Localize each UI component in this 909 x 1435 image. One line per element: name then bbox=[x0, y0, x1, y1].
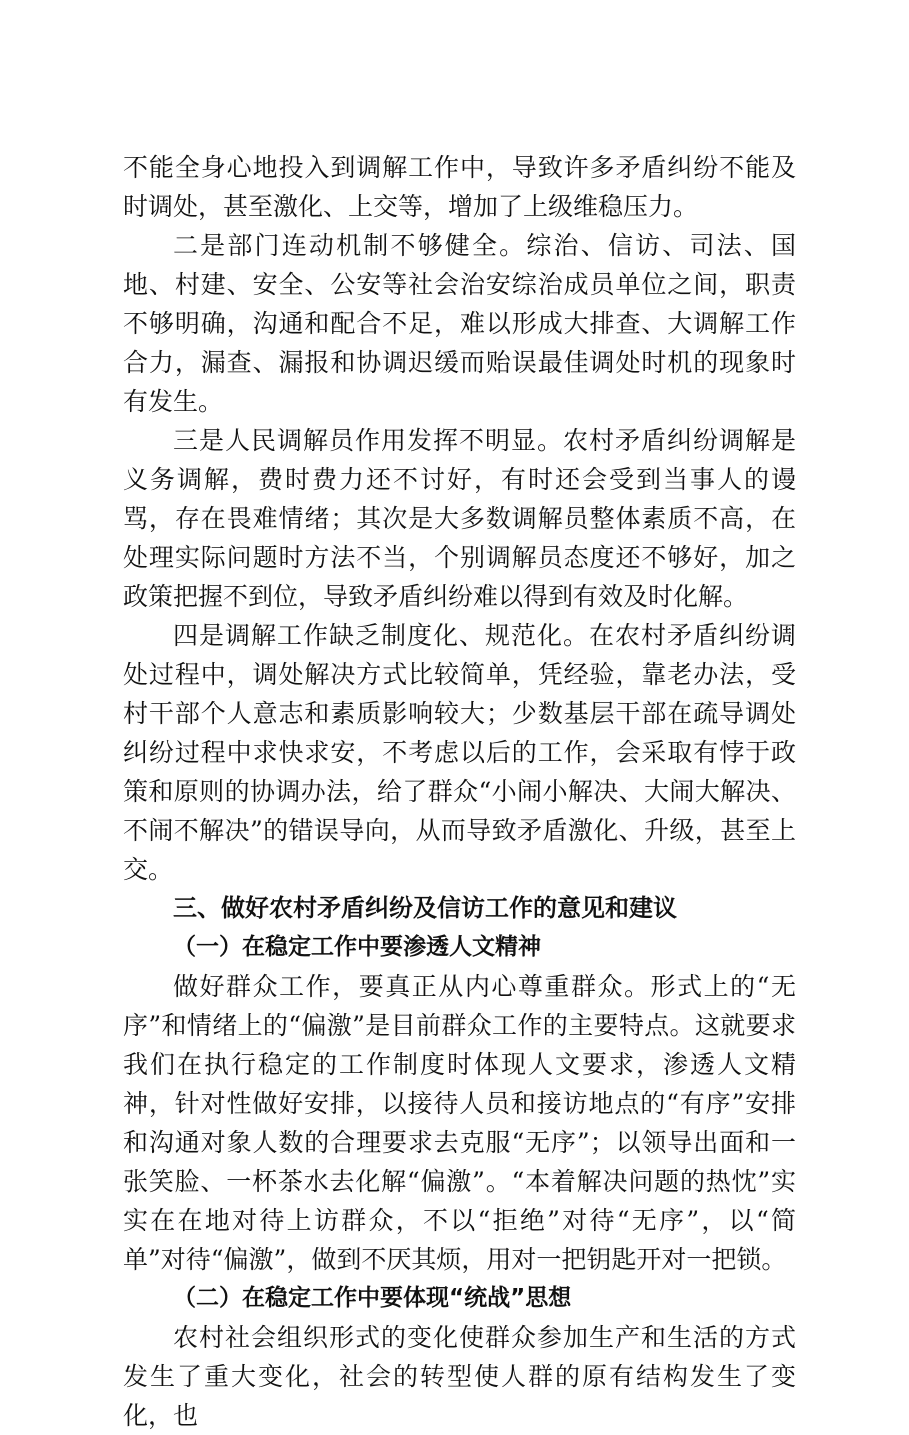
paragraph-continued: 不能全身心地投入到调解工作中，导致许多矛盾纠纷不能及时调处，甚至激化、上交等，增加了上级维稳压力。 bbox=[123, 153, 796, 221]
paragraph-point-four: 四是调解工作缺乏制度化、规范化。在农村矛盾纠纷调处过程中，调处解决方式比较简单，凭经验，靠老办法，受村干部个人意志和素质影响较大；少数基层干部在疏导调处纠纷过程中求快求安，不考虑以后的工作，会采取有悖于政策和原则的协调办法，给了群众“小闹小解决、大闹大解决、不闹不解决”的错误导向，从而导致矛盾激化、升级，甚至上交。 bbox=[123, 621, 796, 884]
paragraph-point-two: 二是部门连动机制不够健全。综治、信访、司法、国地、村建、安全、公安等社会治安综治成员单位之间，职责不够明确，沟通和配合不足，难以形成大排查、大调解工作合力，漏查、漏报和协调迟缓而贻误最佳调处时机的现象时有发生。 bbox=[123, 231, 796, 416]
subheading-two: （二）在稳定工作中要体现“统战”思想 bbox=[173, 1285, 572, 1311]
document-body bbox=[123, 148, 796, 1435]
subheading-one: （一）在稳定工作中要渗透人文精神 bbox=[173, 934, 541, 960]
paragraph-subsection-one: 做好群众工作，要真正从内心尊重群众。形式上的“无序”和情绪上的“偏激”是目前群众工作的主要特点。这就要求我们在执行稳定的工作制度时体现人文要求，渗透人文精神，针对性做好安排，以接待人员和接访地点的“有序”安排和沟通对象人数的合理要求去克服“无序”；以领导出面和一张笑脸、一杯茶水去化解“偏激”。“本着解决问题的热忱”实实在在地对待上访群众，不以“拒绝”对待“无序”，以“简单”对待“偏激”，做到不厌其烦，用对一把钥匙开对一把锁。 bbox=[123, 972, 796, 1274]
paragraph-subsection-two: 农村社会组织形式的变化使群众参加生产和生活的方式发生了重大变化，社会的转型使人群的原有结构发生了变化，也 bbox=[123, 1323, 796, 1430]
section-heading-three: 三、做好农村矛盾纠纷及信访工作的意见和建议 bbox=[173, 894, 677, 922]
paragraph-point-three: 三是人民调解员作用发挥不明显。农村矛盾纠纷调解是义务调解，费时费力还不讨好，有时还会受到当事人的谩骂，存在畏难情绪；其次是大多数调解员整体素质不高，在处理实际问题时方法不当，个别调解员态度还不够好，加之政策把握不到位，导致矛盾纠纷难以得到有效及时化解。 bbox=[123, 426, 796, 611]
